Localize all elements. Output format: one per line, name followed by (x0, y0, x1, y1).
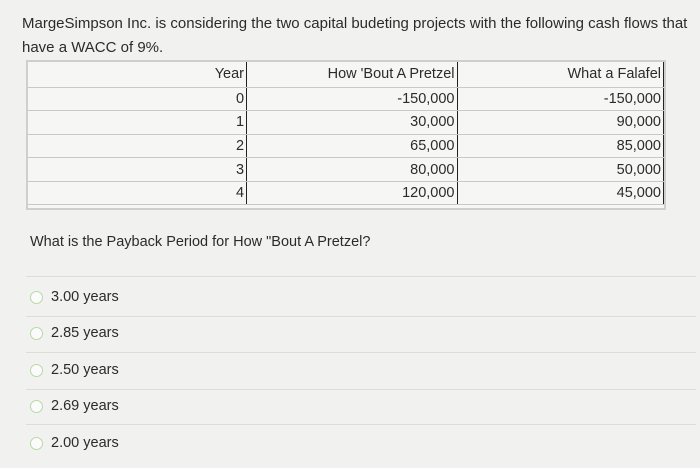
table-row (28, 134, 664, 158)
cell-project-b: 90,000 (457, 111, 664, 135)
cell-year: 0 (28, 87, 247, 111)
answer-option-4[interactable] (30, 398, 119, 414)
option-label: 2.85 years (51, 325, 119, 341)
prompt-text: What is the Payback Period for How "Bout A Pretzel? (30, 234, 371, 250)
answer-option-1[interactable] (30, 289, 119, 305)
cell-project-a: -150,000 (247, 87, 457, 111)
divider (26, 276, 696, 277)
radio-button[interactable] (30, 364, 43, 377)
answer-option-3[interactable] (30, 362, 119, 378)
radio-button[interactable] (30, 400, 43, 413)
answer-option-5[interactable] (30, 435, 119, 451)
option-label: 3.00 years (51, 289, 119, 305)
answer-option-2[interactable] (30, 325, 119, 341)
radio-button[interactable] (30, 327, 43, 340)
header-project-a: How 'Bout A Pretzel (247, 62, 457, 87)
table-row (28, 181, 664, 205)
cell-year: 1 (28, 111, 247, 135)
cell-year: 4 (28, 181, 247, 205)
header-project-b: What a Falafel (457, 62, 664, 87)
cell-year: 3 (28, 158, 247, 182)
cell-project-b: 85,000 (457, 134, 664, 158)
table-row (28, 158, 664, 182)
cell-project-a: 80,000 (247, 158, 457, 182)
divider (26, 316, 696, 317)
question-text: MargeSimpson Inc. is considering the two capital budeting projects with the following cash flows that have a WACC of 9%. (22, 15, 688, 56)
table-row (28, 111, 664, 135)
cell-project-a: 120,000 (247, 181, 457, 205)
cell-project-b: -150,000 (457, 87, 664, 111)
radio-button[interactable] (30, 291, 43, 304)
cell-project-b: 45,000 (457, 181, 664, 205)
option-label: 2.69 years (51, 398, 119, 414)
divider (26, 424, 696, 425)
table-header-row (28, 62, 664, 87)
divider (26, 389, 696, 390)
divider (26, 352, 696, 353)
cell-year: 2 (28, 134, 247, 158)
cash-flow-table (26, 60, 666, 210)
radio-button[interactable] (30, 437, 43, 450)
cell-project-a: 30,000 (247, 111, 457, 135)
cell-project-b: 50,000 (457, 158, 664, 182)
header-year: Year (28, 62, 247, 87)
option-label: 2.00 years (51, 435, 119, 451)
cell-project-a: 65,000 (247, 134, 457, 158)
table-row (28, 87, 664, 111)
option-label: 2.50 years (51, 362, 119, 378)
